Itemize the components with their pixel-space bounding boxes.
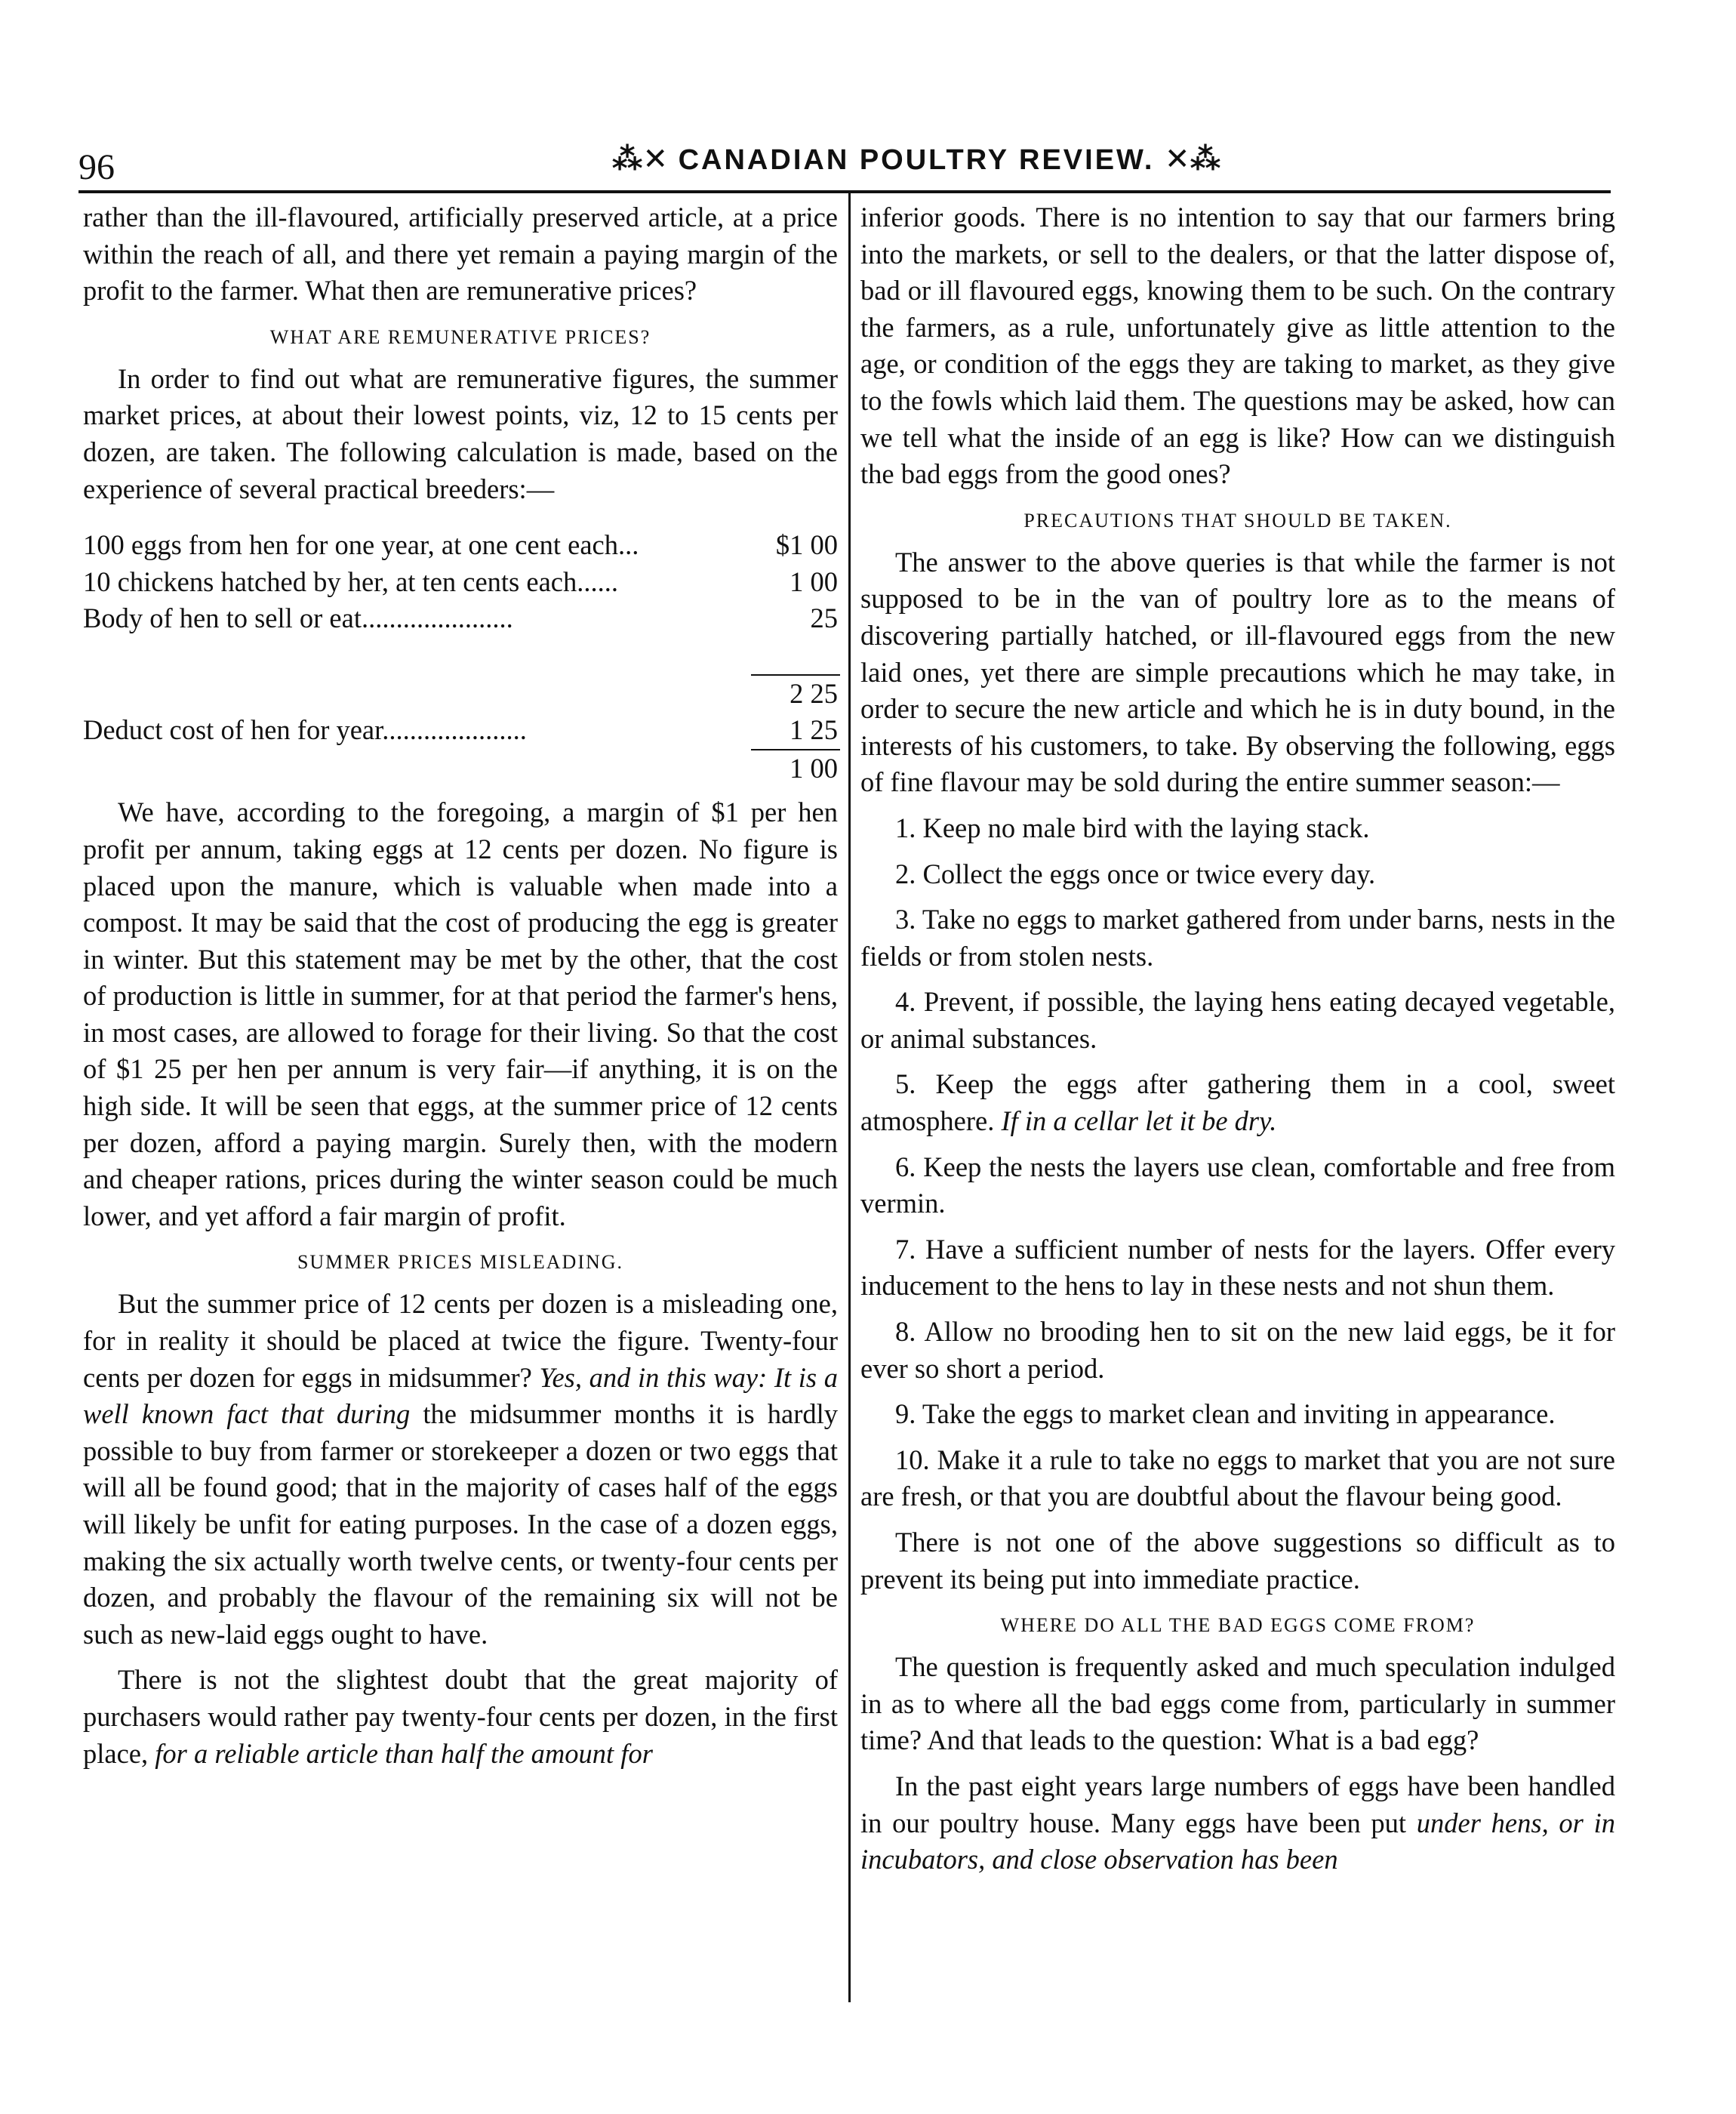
ornament-right-icon: ✕⁂ [1164, 143, 1221, 176]
heading-bad-eggs: WHERE DO ALL THE BAD EGGS COME FROM? [1000, 1614, 1476, 1637]
calc-label: 100 eggs from hen for one year, at one cent each... [83, 529, 639, 561]
list-item: 10. Make it a rule to take no eggs to market that you are not sure are fresh, or that you are doubtful about the flavour being good. [860, 1444, 1615, 1512]
calc-label: 10 chickens hatched by her, at ten cents each...... [83, 565, 618, 597]
text-run: In the past eight years large numbers of eggs have been handled in our poultry house. Many eggs have been put [860, 1770, 1615, 1838]
list-item: 4. Prevent, if possible, the laying hens eating decayed vegetable, or animal substances. [860, 986, 1615, 1054]
page-number: 96 [78, 147, 115, 187]
column-divider [848, 193, 851, 2002]
paragraph-doubt [83, 1662, 838, 1772]
list-item: 3. Take no eggs to market gathered from under barns, nests in the fields or from stolen nests. [860, 904, 1615, 972]
paragraph-suggestions: There is not one of the above suggestions so difficult as to prevent its being put into immediate practice. [860, 1527, 1615, 1595]
heading-remunerative-prices: WHAT ARE REMUNERATIVE PRICES? [269, 325, 651, 348]
paragraph-question: The question is frequently asked and much speculation indulged in as to where all the bad eggs come from, particularly in summer time? And that leads to the question: What is a bad egg? [860, 1651, 1615, 1756]
calc-amount: 25 [810, 602, 838, 634]
calculation-table [83, 527, 838, 787]
calc-subtotal: 2 25 [790, 677, 838, 709]
calc-row [83, 600, 838, 637]
calc-row [83, 750, 838, 787]
calc-label: Deduct cost of hen for year..................... [83, 714, 527, 746]
masthead-title: CANADIAN POULTRY REVIEW. [678, 144, 1155, 176]
ornament-left-icon: ⁂✕ [611, 143, 669, 176]
list-item: 1. Keep no male bird with the laying stack. [895, 812, 1370, 843]
paragraph-answer: The answer to the above queries is that while the farmer is not supposed to be in the van of poultry lore as to the means of discovering partially hatched, or ill-flavoured eggs from the new laid ones, yet there are simple precautions which he may take, in order to secure the new article and which he is in duty bound, in the interests of his customers, to take. By observing the following, eggs of fine flavour may be sold during the entire summer season:— [860, 546, 1615, 798]
right-column [860, 199, 1615, 1878]
calc-label: Body of hen to sell or eat...................... [83, 602, 513, 634]
calc-row [83, 564, 838, 601]
text-run: the midsummer months it is hardly possible to buy from farmer or storekeeper a dozen or two eggs that will all be found good; that in the majority of cases half of the eggs will likely be unfit for eating purposes. In the case of a dozen eggs, making the six actually worth twelve cents, or twenty-four cents per dozen, and probably the flavour of the remaining six will not be such as new-laid eggs ought to have. [83, 1398, 839, 1650]
calc-amount: $1 00 [775, 529, 838, 561]
text-run: But the summer price of 12 cents per dozen is a misleading one, for in reality it should be placed at twice the figure. Twenty-four cents per dozen for eggs in midsummer? [83, 1288, 838, 1393]
heading-precautions: PRECAUTIONS THAT SHOULD BE TAKEN. [1023, 509, 1452, 532]
paragraph-opening: rather than the ill-flavoured, artificially preserved article, at a price within the reach of all, and there yet remain a paying margin of the profit to the farmer. What then are remunerative prices? [83, 202, 838, 307]
list-item: 7. Have a sufficient number of nests for the layers. Offer every inducement to the hens to lay in these nests and not shun them. [860, 1233, 1615, 1302]
calc-amount: 1 25 [790, 714, 838, 746]
text-run-italic: for a reliable article than half the amount for [155, 1737, 653, 1769]
calc-row [83, 712, 838, 749]
paragraph-remunerative: In order to find out what are remunerative figures, the summer market prices, at about their lowest points, viz, 12 to 15 cents per dozen, are taken. The following calculation is made, based on the experience of several practical breeders:— [83, 362, 838, 504]
list-item: 8. Allow no brooding hen to sit on the new laid eggs, be it for ever so short a period. [860, 1316, 1615, 1384]
heading-summer-prices: SUMMER PRICES MISLEADING. [297, 1251, 624, 1274]
page-header [78, 133, 1611, 189]
text-run: 5. Keep the eggs after gathering them in a cool, sweet atmosphere. [860, 1068, 1615, 1137]
list-item: 9. Take the eggs to market clean and inviting in appearance. [895, 1398, 1556, 1430]
calc-row [83, 527, 838, 564]
calc-amount: 1 00 [790, 565, 838, 597]
masthead [607, 133, 1226, 186]
list-item: 2. Collect the eggs once or twice every day. [895, 858, 1376, 889]
text-run-italic: If in a cellar let it be dry. [994, 1105, 1277, 1137]
text-run-italic: under hens, or in incubators, and close observation has been [860, 1807, 1616, 1875]
paragraph-past [860, 1768, 1615, 1878]
calc-row [83, 676, 838, 713]
list-item: 6. Keep the nests the layers use clean, comfortable and free from vermin. [860, 1151, 1615, 1219]
paragraph-margin: We have, according to the foregoing, a margin of $1 per hen profit per annum, taking eggs at 12 cents per dozen. No figure is placed upon the manure, which is valuable when made into a compost. It may be said that the cost of producing the egg is greater in winter. But this statement may be met by the other, that the cost of production is little in summer, for at that period the farmer's hens, in most cases, are allowed to forage for their living. So that the cost of $1 25 per hen per annum is very fair—if anything, it is on the high side. It will be seen that eggs, at the summer price of 12 cents per dozen, afford a paying margin. Surely then, with the modern and cheaper rations, prices during the winter season could be much lower, and yet afford a fair margin of profit. [83, 797, 838, 1231]
text-run: There is not the slightest doubt that the great majority of purchasers would rather pay twenty-four cents per dozen, in the first place, [83, 1664, 838, 1769]
paragraph-inferior: inferior goods. There is no intention to say that our farmers bring into the markets, or sell to the dealers, or that the latter dispose of, bad or ill flavoured eggs, knowing them to be such. On the contrary the farmers, as a rule, unfortunately give as little attention to the age, or condition of the eggs they are taking to market, as they give to the fowls which laid them. The questions may be asked, how can we tell what the inside of an egg is like? How can we distinguish the bad eggs from the good ones? [860, 202, 1615, 490]
header-rule [78, 190, 1611, 193]
list-item [860, 1066, 1615, 1139]
left-column [83, 199, 838, 1772]
calc-total: 1 00 [790, 752, 838, 784]
paragraph-summer [83, 1286, 838, 1653]
text-run-italic: Yes, and in this way: It is a well known fact that during [83, 1361, 839, 1430]
